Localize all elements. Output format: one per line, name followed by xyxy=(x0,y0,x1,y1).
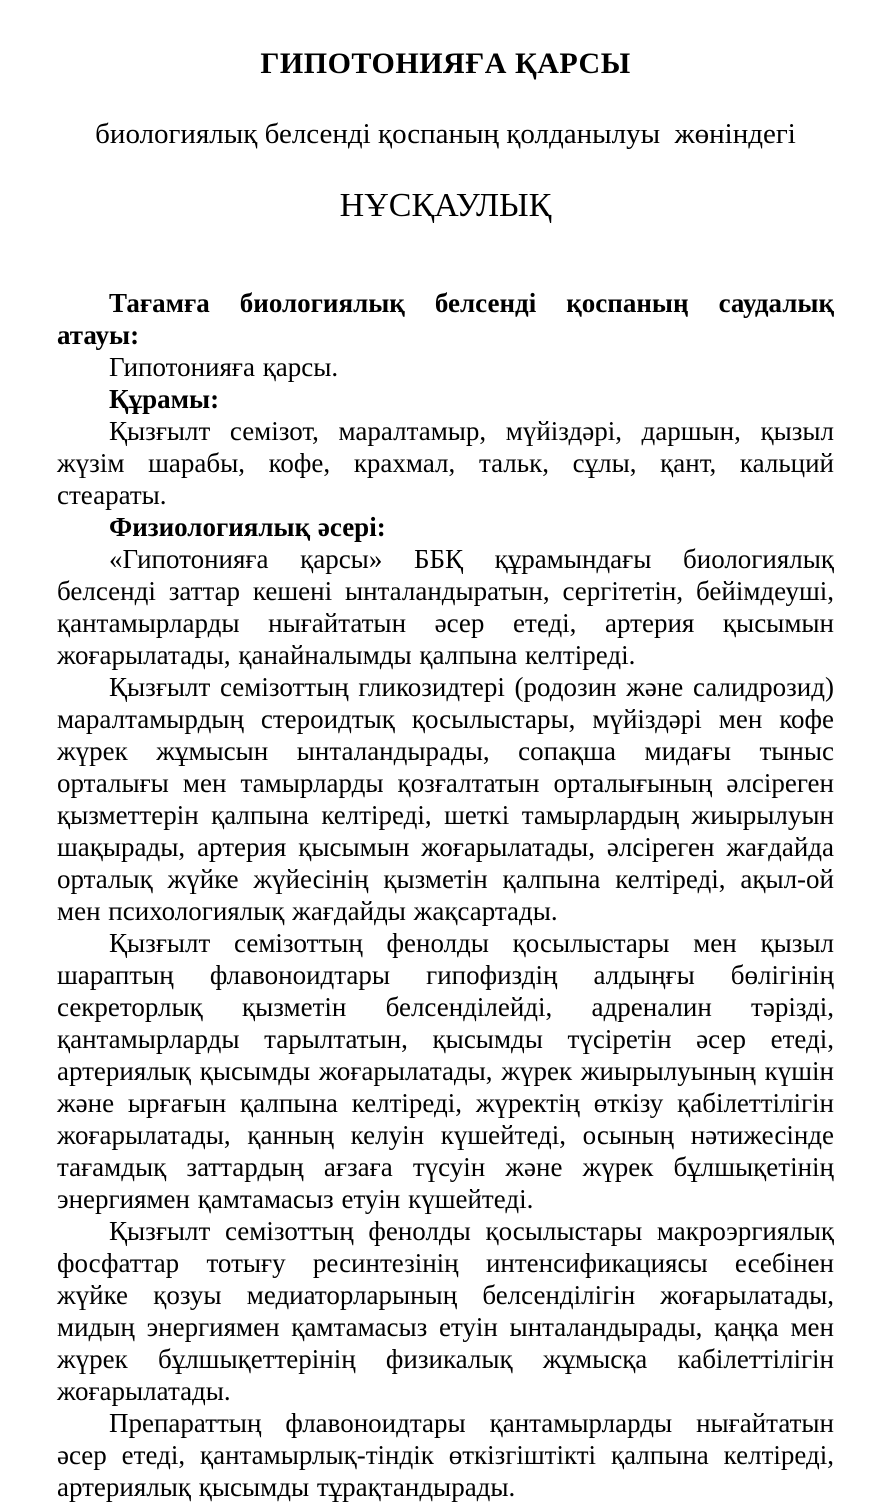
effect-paragraph-5: Препараттың флавоноидтары қантамырларды нығайтатын әсер етеді, қантамырлық-тіндік өткізгіштікті қалпына келтіреді, артериялық қысымды тұрақтандырады. xyxy=(57,1408,834,1502)
composition-heading: Құрамы: xyxy=(109,384,220,414)
product-title: ГИПОТОНИЯҒА ҚАРСЫ xyxy=(260,47,631,80)
composition-text: Қызғылт семізот, маралтамыр, мүйіздәрі, даршын, қызыл жүзім шарабы, кофе, крахмал, тальк, сұлы, қант, кальций стеараты. xyxy=(57,416,834,510)
document-body xyxy=(57,287,834,1503)
trade-name-heading: Тағамға биологиялық белсенді қоспаның саудалық атауы: xyxy=(57,288,834,350)
effect-paragraph-4: Қызғылт семізоттың фенолды қосылыстары макроэргиялық фосфаттар тотығу ресинтезінің интенсификациясы есебінен жүйке қозуы медиаторларының белсенділігін жоғарылатады, мидың энергиямен қамтамасыз етуін ынталандырады, қаңқа мен жүрек бұлшықеттерінің физикалық жұмысқа кабілеттілігін жоғарылатады. xyxy=(57,1216,834,1406)
trade-name-value: Гипотонияға қарсы. xyxy=(109,352,339,382)
document-subtitle: биологиялық белсенді қоспаның қолданылуы жөніндегі xyxy=(95,118,796,150)
effect-paragraph-2: Қызғылт семізоттың гликозидтері (родозин және салидрозид) маралтамырдың стероидтық қосылыстары, мүйіздәрі мен кофе жүрек жұмысын ынталандырады, сопақша мидағы тыныс орталығы мен тамырларды қозғалтатын орталығының әлсіреген қызметтерін қалпына келтіреді, шеткі тамырлардың жиырылуын шақырады, артерия қысымын жоғарылатады, әлсіреген жағдайда орталық жүйке жүйесінің қызметін қалпына келтіреді, ақыл-ой мен психологиялық жағдайды жақсартады. xyxy=(57,672,834,926)
effect-paragraph-1: «Гипотонияға қарсы» ББҚ құрамындағы биологиялық белсенді заттар кешені ынталандыратын, сергітетін, бейімдеуші, қантамырларды нығайтатын әсер етеді, артерия қысымын жоғарылатады, қанайналымды қалпына келтіреді. xyxy=(57,544,834,670)
physiological-effect-heading: Физиологиялық әсері: xyxy=(109,512,386,542)
document-type-title: НҰСҚАУЛЫҚ xyxy=(339,187,552,224)
document-title-block xyxy=(57,10,834,260)
effect-paragraph-3: Қызғылт семізоттың фенолды қосылыстары мен қызыл шараптың флавоноидтары гипофиздің алдыңғы бөлігінің секреторлық қызметін белсенділейді, адреналин тәрізді, қантамырларды тарылтатын, қысымды түсіретін әсер етеді, артериялық қысымды жоғарылатады, жүрек жиырылуының күшін және ырғағын қалпына келтіреді, жүректің өткізу қабілеттілігін жоғарылатады, қанның келуін күшейтеді, осының нәтижесінде тағамдық заттардың ағзаға түсуін және жүрек бұлшықетінің энергиямен қамтамасыз етуін күшейтеді. xyxy=(57,928,834,1214)
